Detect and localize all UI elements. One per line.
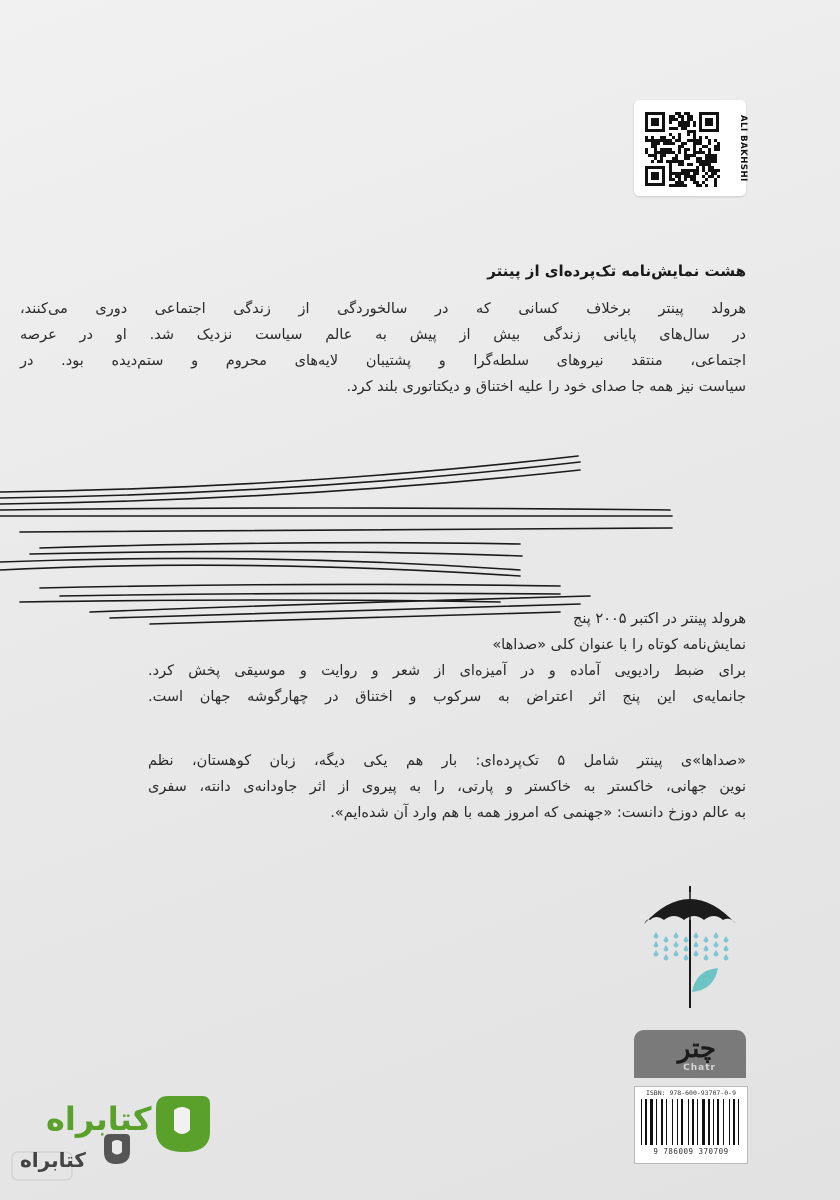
intro-line: اجتماعی، منتقد نیروهای سلطه‌گرا و پشتیبان لایه‌های محروم و ستم‌دیده بود. در — [20, 353, 746, 369]
plays-paragraph — [148, 748, 746, 826]
author-name-vertical: ALI BAKHSHI — [738, 114, 748, 182]
intro-line: سیاست نیز همه جا صدای خود را علیه اختناق و دیکتاتوری بلند کرد. — [346, 379, 746, 395]
plays-line: «صداها»ی پینتر شامل ۵ تک‌پرده‌ای: بار هم یکی دیگه، زبان کوهستان، نظم — [148, 753, 747, 769]
qr-code-icon — [643, 110, 721, 188]
plays-line: به عالم دوزخ دانست: «جهنمی که امروز همه با هم وارد آن شده‌ایم». — [330, 805, 746, 821]
barcode-icon — [639, 1099, 743, 1145]
intro-line: هرولد پینتر برخلاف کسانی که در سالخوردگی از زندگی اجتماعی دوری می‌کنند، — [20, 301, 746, 317]
voices-line: جانمایه‌ی این پنج اثر اعتراض به سرکوب و اختناق در چهارگوشه جهان است. — [148, 689, 746, 705]
voices-line: نمایش‌نامه کوتاه را با عنوان کلی «صداها» — [492, 637, 746, 653]
isbn-text: ISBN: 978-600-93707-0-9 — [645, 1089, 736, 1097]
intro-line: در سال‌های پایانی زندگی بیش از پیش به عالم سیاست نزدیک شد. او در عرصه — [20, 327, 746, 343]
publisher-logo — [634, 880, 746, 1030]
publisher-latin-name: Chatr — [683, 1063, 716, 1073]
umbrella-icon — [644, 886, 736, 1008]
voices-paragraph — [148, 606, 746, 710]
voices-line: هرولد پینتر در اکتبر ۲۰۰۵ پنج — [573, 611, 746, 627]
voices-line: برای ضبط رادیویی آماده و در آمیزه‌ای از شعر و روایت و موسیقی پخش کرد. — [148, 663, 746, 679]
qr-code-card — [634, 100, 746, 196]
isbn-digits: 9 786009 370709 — [653, 1147, 729, 1156]
publisher-name: چتر — [677, 1034, 716, 1064]
leaf-icon — [692, 968, 718, 992]
kitabrah-watermark — [6, 1090, 216, 1190]
barcode-card — [634, 1086, 748, 1164]
book-title: هشت نمایش‌نامه تک‌پرده‌ای از پینتر — [487, 262, 746, 280]
watermark-name: کتابراه — [46, 1100, 152, 1138]
plays-line: نوین جهانی، خاکستر به خاکستر و پارتی، را به پیروی از اثر جاودانه‌ی دانته، سفری — [148, 779, 746, 795]
publisher-badge — [634, 1030, 746, 1078]
intro-paragraph — [20, 296, 746, 400]
watermark-name-small: کتابراه — [20, 1148, 86, 1172]
